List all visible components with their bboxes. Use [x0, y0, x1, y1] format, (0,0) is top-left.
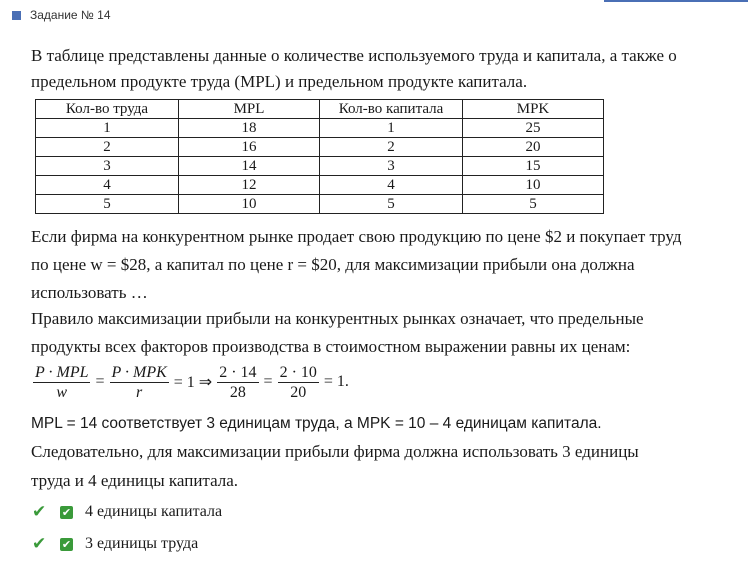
fraction-mpk: $\frac{\text{P · MPK}}{r}$ [111, 363, 167, 401]
header-mpk: MPK [463, 100, 604, 119]
table-cell: 10 [179, 195, 320, 214]
table-cell: 16 [179, 138, 320, 157]
rule-line-1: Правило максимизации прибыли на конкурентных рынках означает, что предельные [31, 309, 644, 328]
table-cell: 12 [179, 176, 320, 195]
table-header-row [36, 100, 604, 119]
fraction-labor-numbers: $\frac{2 \cdot 14}{28}$ [219, 363, 257, 401]
top-accent-line [604, 0, 748, 2]
table-cell: 2 [320, 138, 463, 157]
checked-checkbox-icon[interactable]: ✔ [61, 537, 72, 551]
table-cell: 14 [179, 157, 320, 176]
table-cell: 5 [36, 195, 179, 214]
header-capital-qty: Кол-во капитала [320, 100, 463, 119]
header-mpl: MPL [179, 100, 320, 119]
prompt-line-2: по цене w = $28, а капитал по цене r = $20, для максимизации прибыли она должна [31, 255, 635, 274]
table-row [36, 157, 604, 176]
table-cell: 10 [463, 176, 604, 195]
table-cell: 4 [36, 176, 179, 195]
table-cell: 1 [36, 119, 179, 138]
table-cell: 20 [463, 138, 604, 157]
correct-check-icon: ✔ [32, 534, 47, 554]
intro-line-1: В таблице представлены данные о количестве используемого труда и капитала, а также о [31, 46, 677, 65]
table-row [36, 195, 604, 214]
table-cell: 25 [463, 119, 604, 138]
table-cell: 5 [320, 195, 463, 214]
square-bullet-icon [12, 11, 21, 20]
table-cell: 3 [36, 157, 179, 176]
result-line: MPL = 14 соответствует 3 единицам труда, а MPK = 10 – 4 единицам капитала. [31, 415, 602, 432]
task-title: Задание № 14 [30, 8, 111, 22]
table-cell: 4 [320, 176, 463, 195]
prompt-line-1: Если фирма на конкурентном рынке продает свою продукцию по цене $2 и покупает труд [31, 227, 682, 246]
conclusion-line-2: труда и 4 единицы капитала. [31, 471, 239, 490]
intro-line-2: предельном продукте труда (MPL) и предельном продукте капитала. [31, 72, 528, 91]
task-header [12, 8, 111, 22]
fraction-mpl: $\frac{\text{P · MPL}}{w}$ [35, 363, 89, 401]
answer-option[interactable] [32, 534, 198, 554]
checked-checkbox-icon[interactable]: ✔ [61, 505, 72, 519]
table-cell: 2 [36, 138, 179, 157]
answer-label: 3 единицы труда [85, 535, 199, 552]
table-cell: 3 [320, 157, 463, 176]
prompt-line-3: использовать … [31, 283, 148, 302]
table-cell: 15 [463, 157, 604, 176]
data-table [35, 99, 604, 214]
table-cell: 18 [179, 119, 320, 138]
profit-formula: $\frac{\text{P · MPL}}{w}$ = $\frac{\text{P · MPK}}{r}$ = 1 ⇒ $\frac{2 \cdot 14}{28}$ = $\frac{2 \cdot 10}{20}$ = 1. [35, 363, 349, 401]
correct-check-icon: ✔ [32, 502, 47, 522]
answer-label: 4 единицы капитала [85, 503, 223, 520]
table-cell: 5 [463, 195, 604, 214]
table-row [36, 176, 604, 195]
table-row [36, 119, 604, 138]
table-row [36, 138, 604, 157]
rule-line-2: продукты всех факторов производства в стоимостном выражении равны их ценам: [31, 337, 631, 356]
header-labor-qty: Кол-во труда [36, 100, 179, 119]
conclusion-line-1: Следовательно, для максимизации прибыли фирма должна использовать 3 единицы [31, 442, 639, 461]
fraction-capital-numbers: $\frac{2 \cdot 10}{20}$ [279, 363, 317, 401]
table-cell: 1 [320, 119, 463, 138]
answer-option[interactable] [32, 502, 222, 522]
